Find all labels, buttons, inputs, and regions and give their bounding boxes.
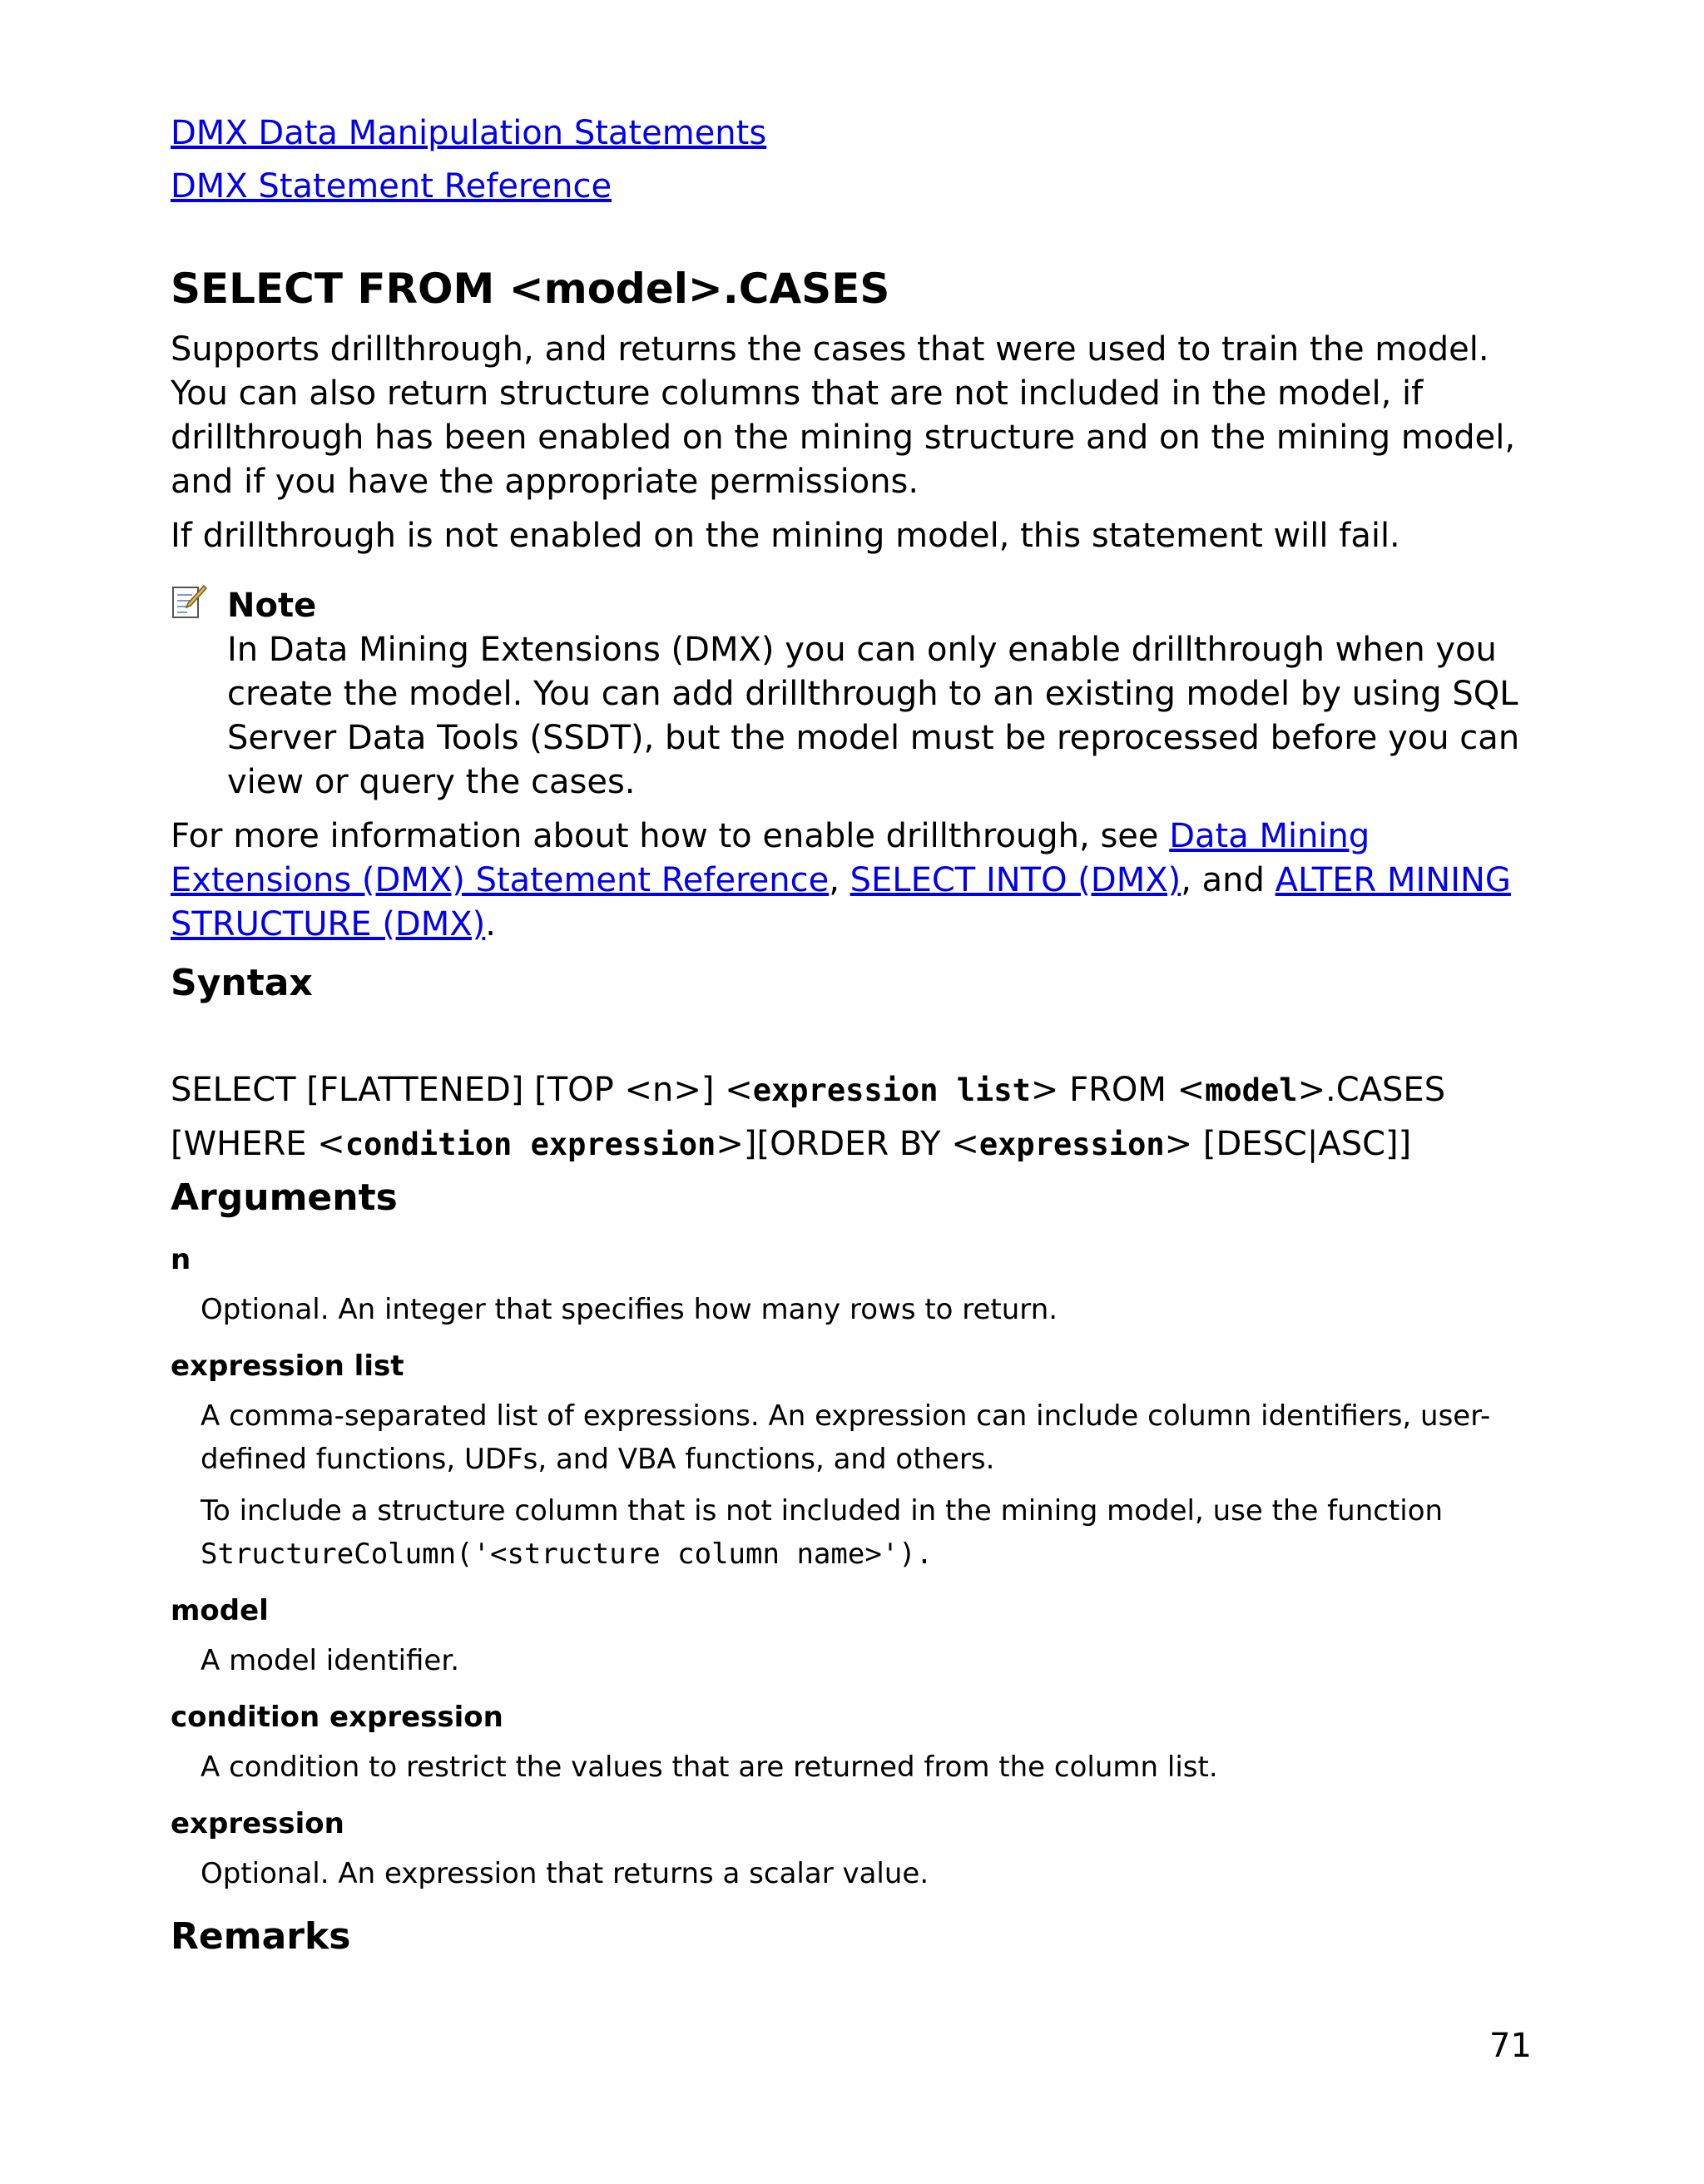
argument-term-model: model [171,1594,269,1627]
syntax-line-1 [171,1063,1535,1117]
more-info-suffix: . [485,905,496,943]
link-dmx-statement-reference-full[interactable]: Data Mining Extensions (DMX) Statement Reference [171,817,1370,899]
remarks-heading: Remarks [171,1915,351,1958]
arguments-heading: Arguments [171,1176,398,1219]
syntax-text: > FROM < [1030,1071,1206,1109]
syntax-line-2 [171,1117,1535,1171]
link-alter-mining-structure-dmx[interactable]: ALTER MINING STRUCTURE (DMX) [171,861,1511,943]
more-info-separator-1: , [829,861,850,899]
argument-desc-n: Optional. An integer that specifies how many rows to return. [201,1293,1058,1326]
syntax-placeholder: expression list [752,1072,1031,1108]
note-heading: Note [227,587,317,625]
argument-term-expression: expression [171,1807,344,1840]
argument-term-condition-expression: condition expression [171,1701,503,1734]
syntax-block [171,1063,1535,1171]
syntax-text: [WHERE < [171,1125,345,1163]
argument-desc-expression-list-structure-column [201,1489,1535,1576]
page-title: SELECT FROM <model>.CASES [171,265,890,313]
argument-term-n: n [171,1243,191,1276]
more-info-paragraph [171,815,1535,947]
arguments-list [171,1240,1535,1895]
document-page [171,106,1535,1964]
syntax-placeholder: expression [978,1127,1165,1162]
syntax-text: SELECT [FLATTENED] [TOP <n>] < [171,1071,753,1109]
link-dmx-data-manipulation-statements[interactable]: DMX Data Manipulation Statements [171,114,767,152]
argument-desc-expression-list: A comma-separated list of expressions. An expression can include column identifiers, user-defined functions, UDFs, and VBA functions, and others. [201,1399,1491,1476]
argument-term-expression-list: expression list [171,1350,404,1383]
drillthrough-warning-paragraph: If drillthrough is not enabled on the mining model, this statement will fail. [171,517,1400,555]
syntax-heading: Syntax [171,962,313,1004]
intro-paragraph: Supports drillthrough, and returns the cases that were used to train the model. You can also return structure columns that are not included in the model, if drillthrough has been enabled on the mining structure and on the mining model, and if you have the appropriate permissions. [171,330,1516,501]
link-dmx-statement-reference[interactable]: DMX Statement Reference [171,167,612,206]
syntax-text: > [DESC|ASC]] [1164,1125,1412,1163]
link-select-into-dmx[interactable]: SELECT INTO (DMX) [850,861,1181,899]
argument-desc-expression: Optional. An expression that returns a scalar value. [201,1857,929,1890]
syntax-text: >][ORDER BY < [716,1125,979,1163]
syntax-placeholder: model [1205,1072,1298,1108]
note-pencil-icon [171,583,207,620]
argument-desc-model: A model identifier. [201,1644,460,1677]
page-number: 71 [1489,2027,1532,2065]
syntax-text: >.CASES [1297,1071,1446,1109]
more-info-separator-2: , and [1181,861,1276,899]
more-info-prefix: For more information about how to enable drillthrough, see [171,817,1170,855]
note-callout [171,583,1535,805]
note-text: In Data Mining Extensions (DMX) you can only enable drillthrough when you create the model. You can add drillthrough to an existing model by using SQL Server Data Tools (SSDT), but the model must be reprocessed before you can view or query the cases. [227,631,1520,801]
structure-column-code: StructureColumn('<structure column name>'). [201,1538,934,1571]
syntax-placeholder: condition expression [344,1127,716,1162]
argument-desc-condition-expression: A condition to restrict the values that are returned from the column list. [201,1751,1218,1784]
structure-column-text: To include a structure column that is not included in the mining model, use the function [201,1494,1444,1528]
related-links [171,106,1535,213]
